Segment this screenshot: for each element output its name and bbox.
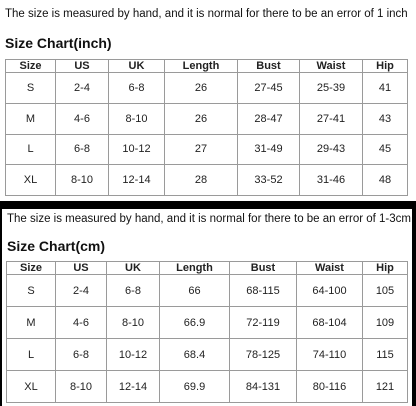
inch-chart-title: Size Chart(inch) (5, 35, 112, 51)
cell-hip: 121 (363, 371, 408, 403)
column-header-us: US (56, 60, 109, 73)
column-header-hip: Hip (363, 262, 408, 275)
cell-uk: 12-14 (109, 165, 165, 196)
cm-size-table (6, 261, 408, 403)
column-header-length: Length (160, 262, 230, 275)
table-row (7, 275, 408, 307)
cell-us: 4-6 (56, 103, 109, 134)
cell-bust: 27-45 (238, 73, 300, 104)
cell-waist: 31-46 (300, 165, 363, 196)
cell-length: 69.9 (160, 371, 230, 403)
cell-bust: 84-131 (230, 371, 297, 403)
cm-chart-title: Size Chart(cm) (7, 238, 106, 254)
cell-length: 26 (165, 73, 238, 104)
cell-length: 27 (165, 134, 238, 165)
cell-us: 6-8 (56, 339, 107, 371)
cell-bust: 28-47 (238, 103, 300, 134)
cell-hip: 43 (363, 103, 408, 134)
table-row (6, 134, 408, 165)
cell-waist: 27-41 (300, 103, 363, 134)
cell-hip: 105 (363, 275, 408, 307)
cell-bust: 33-52 (238, 165, 300, 196)
column-header-waist: Waist (297, 262, 363, 275)
cell-hip: 109 (363, 307, 408, 339)
table-header-row (6, 60, 408, 73)
table-row (6, 165, 408, 196)
table-row (6, 73, 408, 104)
cell-bust: 31-49 (238, 134, 300, 165)
column-header-size: Size (7, 262, 56, 275)
cm-size-chart-panel (2, 209, 412, 406)
cm-measurement-note: The size is measured by hand, and it is normal for there to be an error of 1-3cm (7, 213, 411, 225)
cell-us: 4-6 (56, 307, 107, 339)
cell-bust: 68-115 (230, 275, 297, 307)
cell-size: M (6, 103, 56, 134)
cell-size: S (7, 275, 56, 307)
cell-bust: 78-125 (230, 339, 297, 371)
column-header-length: Length (165, 60, 238, 73)
inch-size-chart-panel (0, 0, 416, 201)
cell-hip: 115 (363, 339, 408, 371)
cell-us: 8-10 (56, 165, 109, 196)
table-row (7, 339, 408, 371)
column-header-uk: UK (109, 60, 165, 73)
cell-length: 66 (160, 275, 230, 307)
cell-hip: 48 (363, 165, 408, 196)
column-header-us: US (56, 262, 107, 275)
cell-uk: 6-8 (109, 73, 165, 104)
table-row (7, 307, 408, 339)
cell-length: 68.4 (160, 339, 230, 371)
cell-us: 2-4 (56, 73, 109, 104)
cell-size: XL (6, 165, 56, 196)
cell-waist: 25-39 (300, 73, 363, 104)
cell-uk: 12-14 (107, 371, 160, 403)
cell-length: 66.9 (160, 307, 230, 339)
cell-us: 6-8 (56, 134, 109, 165)
cell-size: S (6, 73, 56, 104)
cell-hip: 45 (363, 134, 408, 165)
cell-size: XL (7, 371, 56, 403)
cell-waist: 64-100 (297, 275, 363, 307)
cell-us: 2-4 (56, 275, 107, 307)
cell-waist: 29-43 (300, 134, 363, 165)
cell-hip: 41 (363, 73, 408, 104)
inch-measurement-note: The size is measured by hand, and it is normal for there to be an error of 1 inch (5, 8, 408, 20)
table-row (6, 103, 408, 134)
column-header-bust: Bust (230, 262, 297, 275)
cell-us: 8-10 (56, 371, 107, 403)
cell-uk: 6-8 (107, 275, 160, 307)
column-header-size: Size (6, 60, 56, 73)
cell-uk: 10-12 (107, 339, 160, 371)
cell-bust: 72-119 (230, 307, 297, 339)
inch-size-table (5, 59, 408, 196)
cell-uk: 8-10 (107, 307, 160, 339)
cell-uk: 10-12 (109, 134, 165, 165)
cell-length: 26 (165, 103, 238, 134)
table-row (7, 371, 408, 403)
cell-size: L (7, 339, 56, 371)
cell-size: L (6, 134, 56, 165)
cell-uk: 8-10 (109, 103, 165, 134)
column-header-uk: UK (107, 262, 160, 275)
column-header-bust: Bust (238, 60, 300, 73)
table-header-row (7, 262, 408, 275)
cell-waist: 74-110 (297, 339, 363, 371)
cell-length: 28 (165, 165, 238, 196)
cell-waist: 80-116 (297, 371, 363, 403)
column-header-waist: Waist (300, 60, 363, 73)
cell-size: M (7, 307, 56, 339)
column-header-hip: Hip (363, 60, 408, 73)
cell-waist: 68-104 (297, 307, 363, 339)
